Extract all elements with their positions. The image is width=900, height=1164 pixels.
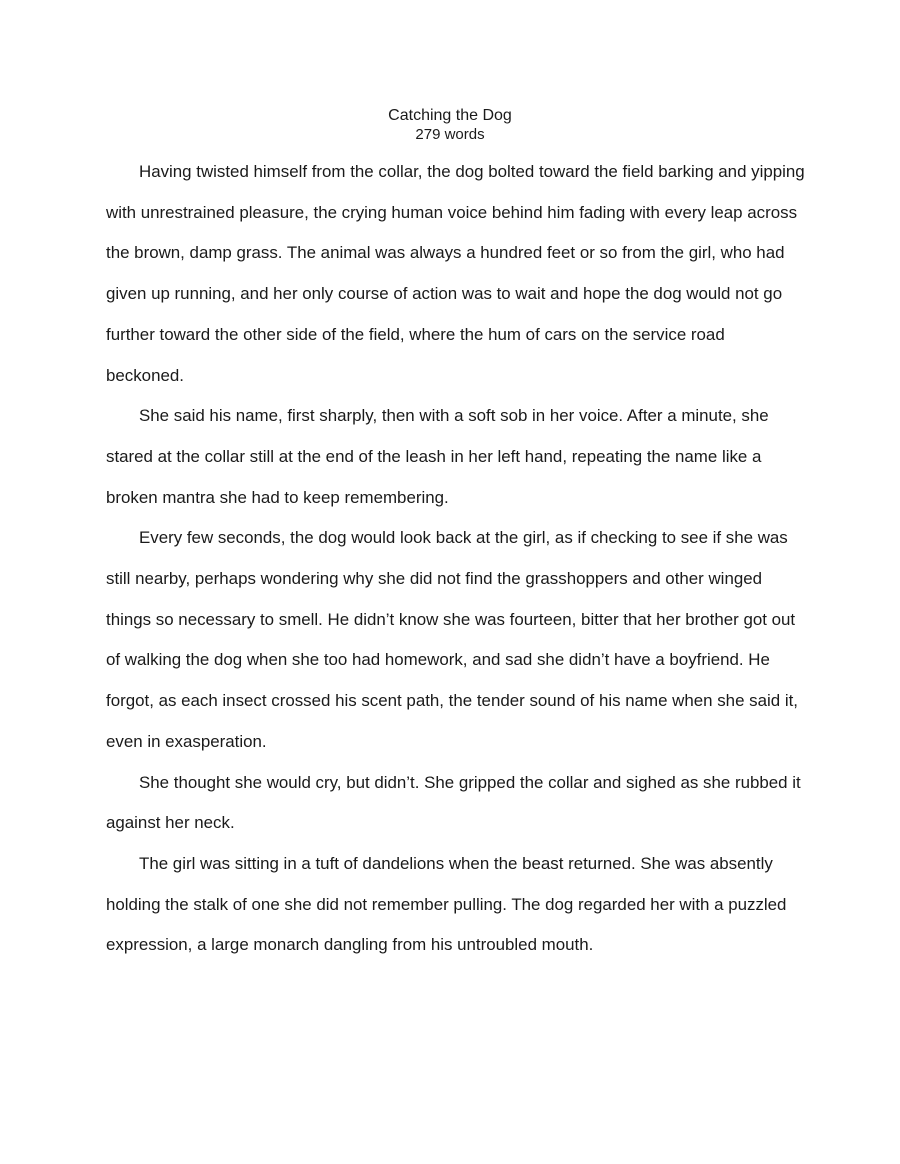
word-count: 279 words <box>415 126 485 143</box>
paragraph-2: She said his name, first sharply, then with a soft sob in her voice. After a minute, she stared at the collar still at the end of the leash in her left hand, repeating the name like a broken mantra she had to keep remembering. <box>106 406 769 507</box>
document-title: Catching the Dog <box>388 107 512 124</box>
story-body <box>106 152 806 966</box>
paragraph-1: Having twisted himself from the collar, the dog bolted toward the field barking and yipping with unrestrained pleasure, the crying human voice behind him fading with every leap across the brown, damp grass. The animal was always a hundred feet or so from the girl, who had given up running, and her only course of action was to wait and hope the dog would not go further toward the other side of the field, where the hum of cars on the service road beckoned. <box>106 162 805 385</box>
paragraph-4: She thought she would cry, but didn’t. She gripped the collar and sighed as she rubbed it against her neck. <box>106 772 801 833</box>
document-header <box>0 106 900 143</box>
paragraph-5: The girl was sitting in a tuft of dandelions when the beast returned. She was absently holding the stalk of one she did not remember pulling. The dog regarded her with a puzzled expression, a large monarch dangling from his untroubled mouth. <box>106 853 787 955</box>
paragraph-3: Every few seconds, the dog would look back at the girl, as if checking to see if she was still nearby, perhaps wondering why she did not find the grasshoppers and other winged things so necessary to smell. He didn’t know she was fourteen, bitter that her brother got out of walking the dog when she too had homework, and sad she didn’t have a boyfriend. He forgot, as each insect crossed his scent path, the tender sound of his name when she said it, even in exasperation. <box>106 528 798 751</box>
